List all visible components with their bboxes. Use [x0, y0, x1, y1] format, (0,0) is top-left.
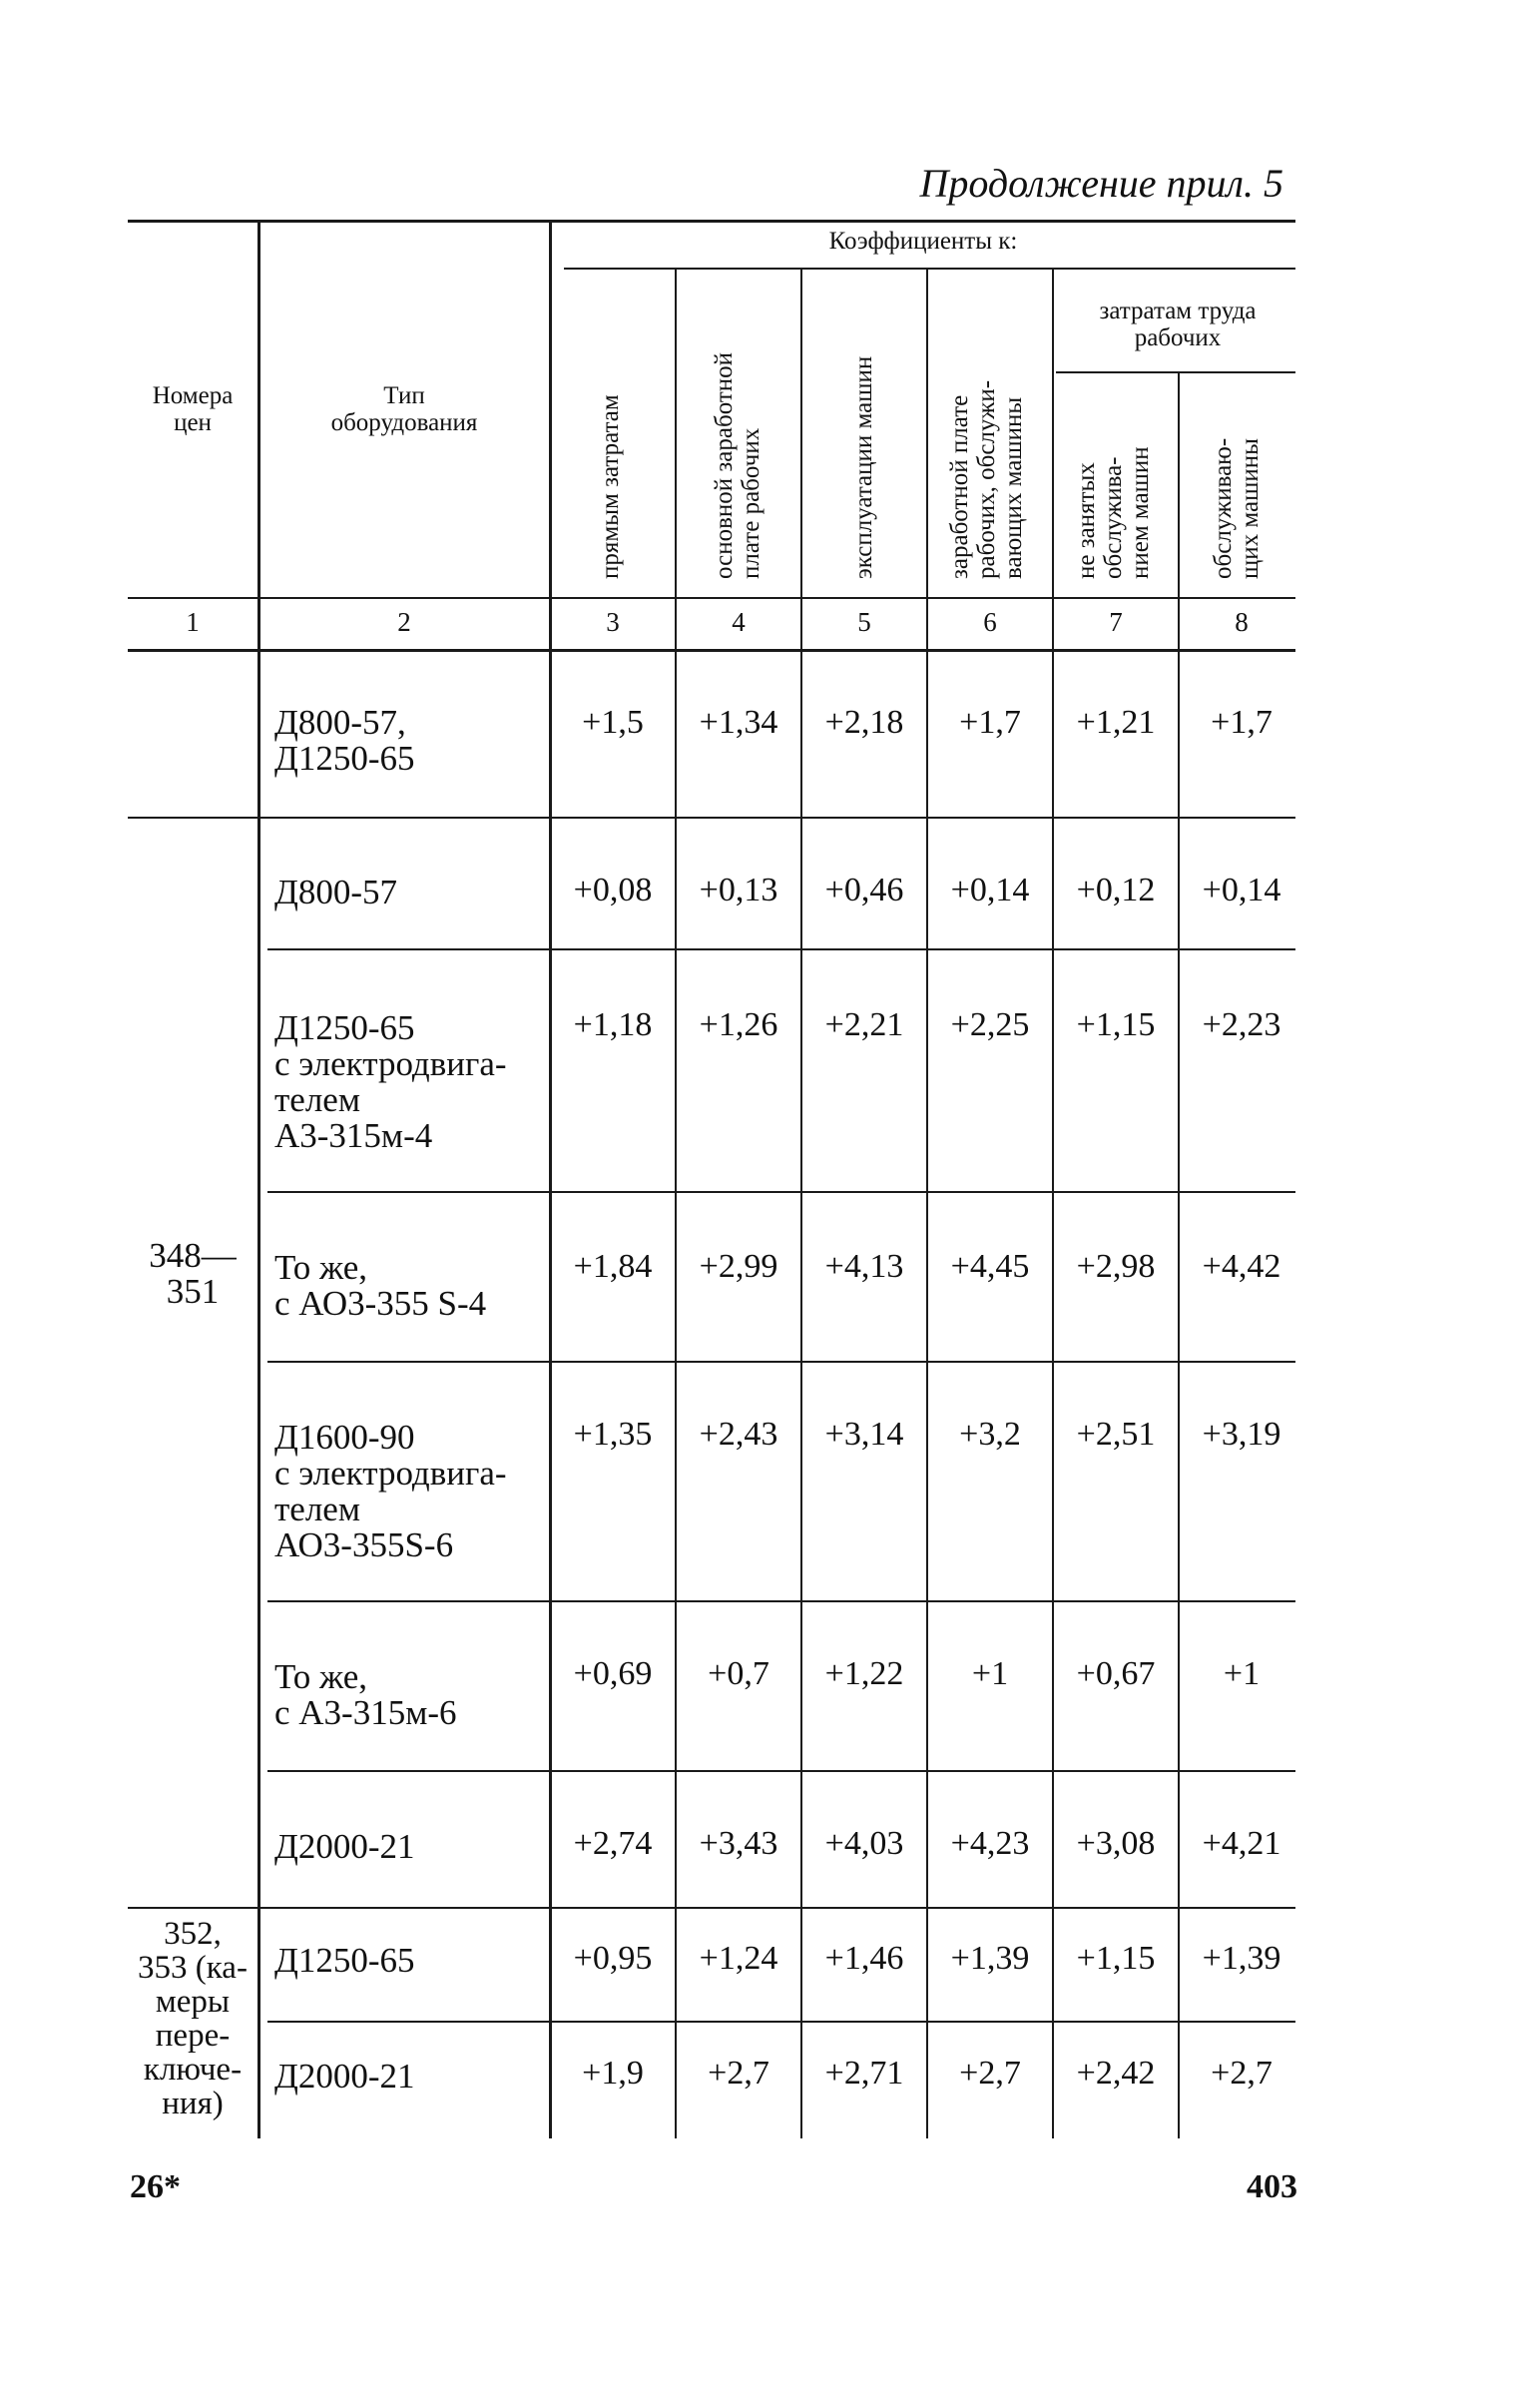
header-group-coefficients: Коэффициенты к: — [828, 228, 1018, 255]
rule-header-bottom — [128, 597, 1295, 599]
rule-group-under — [564, 268, 1295, 270]
header-col-6-line: рабочих, обслужи- — [973, 379, 1000, 579]
footer-signature-mark: 26* — [130, 2168, 181, 2205]
column-number: 6 — [983, 607, 997, 637]
group-label-line: 351 — [166, 1272, 220, 1311]
column-number: 2 — [397, 607, 411, 637]
equipment-type-line: Д1250-65 — [274, 1941, 415, 1980]
equipment-type-cell — [274, 2059, 544, 2095]
equipment-type-line: с электродвига- — [274, 1454, 507, 1493]
column-number: 8 — [1235, 607, 1249, 637]
equipment-type-line: А3-315м-4 — [274, 1116, 433, 1155]
header-col-5-line: эксплуатации машин — [850, 355, 877, 579]
equipment-type-line: Д1250-65 — [274, 739, 415, 778]
column-number: 7 — [1109, 607, 1123, 637]
rule-row — [267, 1600, 1295, 1602]
equipment-type-line: с АО3-355 S-4 — [274, 1284, 487, 1323]
value-cell: +1 — [1223, 1655, 1261, 1692]
header-col-7-line: обслужива- — [1100, 456, 1127, 579]
value-cell: +1,84 — [573, 1248, 653, 1285]
header-col-8-line: обслуживаю- — [1210, 437, 1237, 579]
value-cell: +0,14 — [950, 872, 1030, 908]
equipment-type-line: с электродвига- — [274, 1044, 507, 1083]
rule-row — [267, 1770, 1295, 1772]
equipment-type-line: Д800-57, — [274, 703, 406, 742]
value-cell: +2,43 — [699, 1416, 778, 1453]
header-subgroup-line: рабочих — [1134, 324, 1222, 351]
value-cell: +0,95 — [573, 1940, 653, 1977]
rule-col — [675, 270, 677, 2138]
header-col-number-line: цен — [174, 409, 212, 436]
column-number: 4 — [732, 607, 746, 637]
value-cell: +1,35 — [573, 1416, 653, 1453]
value-cell: +2,51 — [1076, 1416, 1156, 1453]
value-cell: +2,98 — [1076, 1248, 1156, 1285]
value-cell: +4,45 — [950, 1248, 1030, 1285]
value-cell: +1,26 — [699, 1006, 778, 1043]
value-cell: +2,7 — [708, 2055, 769, 2092]
value-cell: +2,25 — [950, 1006, 1030, 1043]
equipment-type-line: То же, — [274, 1248, 368, 1287]
equipment-type-line: с А3-315м-6 — [274, 1693, 457, 1732]
equipment-type-line: АО3-355S-6 — [274, 1525, 454, 1564]
value-cell: +3,19 — [1202, 1416, 1281, 1453]
value-cell: +1,7 — [1211, 704, 1273, 741]
value-cell: +1 — [971, 1655, 1009, 1692]
value-cell: +1,5 — [582, 704, 644, 741]
rule-col — [1052, 270, 1054, 2138]
value-cell: +0,67 — [1076, 1655, 1156, 1692]
value-cell: +0,08 — [573, 872, 653, 908]
header-col-6-line: заработной плате — [946, 394, 973, 579]
equipment-type-cell — [274, 1829, 544, 1865]
header-col-8-line: щих машины — [1237, 438, 1264, 579]
header-col-7-line: не занятых — [1073, 462, 1100, 579]
value-cell: +3,43 — [699, 1825, 778, 1862]
group-label-line: ния) — [162, 2086, 224, 2121]
rule-row — [267, 948, 1295, 950]
equipment-type-line: Д2000-21 — [274, 1827, 415, 1866]
rule-col — [926, 270, 928, 2138]
rule-numbers-bottom — [128, 649, 1295, 652]
value-cell: +0,13 — [699, 872, 778, 908]
column-number: 1 — [186, 607, 200, 637]
header-col-number-line: Номера — [152, 382, 234, 409]
equipment-type-line: телем — [274, 1490, 360, 1528]
equipment-type-cell — [274, 1250, 544, 1322]
equipment-type-cell — [274, 705, 544, 777]
rule-col — [800, 270, 802, 2138]
value-cell: +4,13 — [824, 1248, 904, 1285]
value-cell: +3,08 — [1076, 1825, 1156, 1862]
value-cell: +0,12 — [1076, 872, 1156, 908]
value-cell: +4,21 — [1202, 1825, 1281, 1862]
rule-subgroup-under — [1056, 371, 1295, 373]
equipment-type-line: Д800-57 — [274, 873, 398, 911]
header-col-type-line: оборудования — [330, 409, 478, 436]
rule-col — [257, 222, 260, 2138]
value-cell: +2,74 — [573, 1825, 653, 1862]
rule-row — [128, 817, 1295, 819]
equipment-type-line: Д1250-65 — [274, 1008, 415, 1047]
value-cell: +0,14 — [1202, 872, 1281, 908]
header-col-4-line: плате рабочих — [738, 427, 765, 579]
group-label-line: меры — [155, 1984, 231, 2020]
equipment-type-line: Д2000-21 — [274, 2057, 415, 2096]
value-cell: +2,99 — [699, 1248, 778, 1285]
value-cell: +0,7 — [708, 1655, 769, 1692]
rule-row — [267, 2021, 1295, 2023]
value-cell: +2,7 — [959, 2055, 1021, 2092]
equipment-type-cell — [274, 1010, 544, 1154]
rule-col — [1178, 373, 1180, 2138]
equipment-type-cell — [274, 1659, 544, 1731]
value-cell: +1,34 — [699, 704, 778, 741]
equipment-type-line: То же, — [274, 1657, 368, 1696]
header-col-6-line: вающих машины — [1000, 396, 1027, 579]
equipment-type-cell — [274, 875, 544, 910]
value-cell: +1,46 — [824, 1940, 904, 1977]
value-cell: +3,2 — [959, 1416, 1021, 1453]
value-cell: +1,24 — [699, 1940, 778, 1977]
rule-row — [267, 1191, 1295, 1193]
value-cell: +1,15 — [1076, 1940, 1156, 1977]
column-number: 5 — [857, 607, 871, 637]
value-cell: +2,23 — [1202, 1006, 1281, 1043]
rule-top — [128, 220, 1295, 223]
rule-row — [267, 1361, 1295, 1363]
group-label-line: 353 (ка- — [138, 1950, 248, 1986]
value-cell: +2,7 — [1211, 2055, 1273, 2092]
header-subgroup-line: затратам труда — [1099, 298, 1257, 324]
rule-col — [549, 222, 552, 2138]
value-cell: +1,39 — [950, 1940, 1030, 1977]
value-cell: +0,46 — [824, 872, 904, 908]
equipment-type-line: Д1600-90 — [274, 1418, 415, 1457]
value-cell: +1,9 — [582, 2055, 644, 2092]
header-col-4-line: основной заработной — [711, 351, 738, 579]
rule-row — [128, 1907, 1295, 1909]
value-cell: +1,15 — [1076, 1006, 1156, 1043]
value-cell: +1,22 — [824, 1655, 904, 1692]
table-caption: Продолжение прил. 5 — [919, 161, 1283, 206]
value-cell: +1,7 — [959, 704, 1021, 741]
header-col-type-line: Тип — [383, 382, 425, 409]
value-cell: +2,18 — [824, 704, 904, 741]
value-cell: +2,42 — [1076, 2055, 1156, 2092]
header-col-7-line: нием машин — [1127, 446, 1154, 579]
group-label-line: 352, — [164, 1916, 222, 1952]
value-cell: +2,21 — [824, 1006, 904, 1043]
group-label-line: пере- — [155, 2018, 231, 2054]
value-cell: +0,69 — [573, 1655, 653, 1692]
value-cell: +1,21 — [1076, 704, 1156, 741]
equipment-type-cell — [274, 1943, 544, 1979]
value-cell: +1,18 — [573, 1006, 653, 1043]
value-cell: +2,71 — [824, 2055, 904, 2092]
value-cell: +4,42 — [1202, 1248, 1281, 1285]
value-cell: +4,23 — [950, 1825, 1030, 1862]
column-number: 3 — [606, 607, 620, 637]
group-label-line: 348— — [149, 1236, 237, 1275]
equipment-type-line: телем — [274, 1080, 360, 1119]
page-number: 403 — [1247, 2168, 1297, 2205]
group-label-line: ключе- — [143, 2052, 243, 2088]
equipment-type-cell — [274, 1420, 544, 1563]
value-cell: +4,03 — [824, 1825, 904, 1862]
value-cell: +3,14 — [824, 1416, 904, 1453]
header-col-3-line: прямым затратам — [597, 394, 624, 579]
value-cell: +1,39 — [1202, 1940, 1281, 1977]
